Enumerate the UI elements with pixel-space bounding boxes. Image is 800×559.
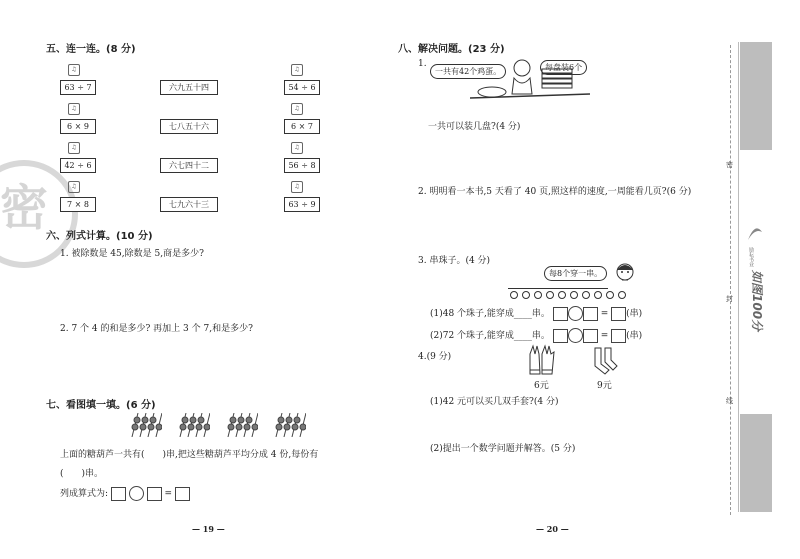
speech-bubble: 每盘装6个 <box>540 60 587 75</box>
speech-bubble: 每8个穿一串。 <box>544 266 607 281</box>
answer-box[interactable] <box>553 307 568 321</box>
card-left-2[interactable]: 6 × 9 <box>60 119 96 134</box>
bell-icon: ♫ <box>291 64 303 76</box>
bead-row <box>508 284 628 303</box>
candied-haws-icon <box>272 413 306 437</box>
answer-box[interactable] <box>175 487 190 501</box>
page-number-right: — 20 — <box>536 524 569 534</box>
seal-char: 封 <box>726 295 733 303</box>
gloves-icon <box>527 344 557 376</box>
bead-icon <box>522 291 530 299</box>
answer-box[interactable] <box>147 487 162 501</box>
candied-haws-icon <box>176 413 210 437</box>
unit-label: (串) <box>626 331 643 341</box>
bead-icon <box>570 291 578 299</box>
q3-part-a <box>430 306 642 321</box>
speech-bubble: 一共有42个鸡蛋。 <box>430 64 506 79</box>
bead-icon <box>618 291 626 299</box>
candied-haws-icon <box>128 413 162 437</box>
formula-label: 列成算式为: <box>60 489 109 499</box>
card-mid-3[interactable]: 六七四十二 <box>160 158 218 173</box>
answer-box[interactable] <box>611 307 626 321</box>
seal-line <box>730 45 731 515</box>
sidebar-gray-top <box>740 42 772 150</box>
price-socks: 9元 <box>597 381 612 391</box>
s6-question-1: 1. 被除数是 45,除数是 5,商是多少? <box>60 249 204 259</box>
bead-icon <box>546 291 554 299</box>
bell-icon: ♫ <box>291 142 303 154</box>
card-right-1[interactable]: 54 ÷ 6 <box>284 80 320 95</box>
card-right-2[interactable]: 6 × 7 <box>284 119 320 134</box>
answer-box[interactable] <box>611 329 626 343</box>
bell-icon: ♫ <box>68 64 80 76</box>
candied-haws-icon <box>224 413 258 437</box>
sidebar-gray-bottom <box>740 414 772 512</box>
q2-text: 2. 明明看一本书,5 天看了 40 页,照这样的速度,一周能看几页?(6 分) <box>418 187 692 197</box>
price-gloves: 6元 <box>534 381 549 391</box>
q1-number: 1. <box>418 59 427 69</box>
s7-formula-row <box>60 486 190 501</box>
bead-icon <box>582 291 590 299</box>
operator-circle[interactable] <box>568 306 583 321</box>
bell-icon: ♫ <box>291 103 303 115</box>
operator-circle[interactable] <box>568 328 583 343</box>
section6-title: 六、列式计算。(10 分) <box>46 231 153 242</box>
egg-packing-illustration <box>470 58 590 104</box>
bead-icon <box>594 291 602 299</box>
q3-part-b <box>430 328 642 343</box>
q4-part-b: (2)提出一个数学问题并解答。(5 分) <box>430 444 576 454</box>
equals-sign: = <box>164 489 173 499</box>
answer-box[interactable] <box>583 329 598 343</box>
bead-icon <box>534 291 542 299</box>
s6-question-2: 2. 7 个 4 的和是多少? 再加上 3 个 7,和是多少? <box>60 324 253 334</box>
section7-title: 七、看图填一填。(6 分) <box>46 400 156 411</box>
q4-part-a: (1)42 元可以买几双手套?(4 分) <box>430 397 559 407</box>
q3-title: 3. 串珠子。(4 分) <box>418 256 491 266</box>
card-mid-4[interactable]: 七九六十三 <box>160 197 218 212</box>
bead-icon <box>606 291 614 299</box>
s7-line-2: ( )串。 <box>60 469 104 479</box>
q3a-text: (1)48 个珠子,能穿成____串。 <box>430 309 550 319</box>
answer-box[interactable] <box>111 487 126 501</box>
section5-title: 五、连一连。(8 分) <box>46 44 136 55</box>
brand-name: 如图100分 <box>750 270 764 332</box>
seal-char: 线 <box>726 397 733 405</box>
q1-ask: 一共可以装几盘?(4 分) <box>428 122 521 132</box>
answer-box[interactable] <box>553 329 568 343</box>
answer-box[interactable] <box>583 307 598 321</box>
girl-icon <box>612 260 638 286</box>
seal-char: 密 <box>726 161 733 169</box>
card-left-4[interactable]: 7 × 8 <box>60 197 96 212</box>
card-right-3[interactable]: 56 ÷ 8 <box>284 158 320 173</box>
q4-title: 4.(9 分) <box>418 352 452 362</box>
page-number-left: — 19 — <box>192 524 225 534</box>
unit-label: (串) <box>626 309 643 319</box>
bead-icon <box>558 291 566 299</box>
equals-sign: = <box>600 309 609 319</box>
socks-icon <box>591 346 619 376</box>
brand-logo-text: 励耘书业 <box>748 247 754 267</box>
bell-icon: ♫ <box>68 103 80 115</box>
section8-title: 八、解决问题。(23 分) <box>398 44 505 55</box>
bell-icon: ♫ <box>68 181 80 193</box>
bell-icon: ♫ <box>68 142 80 154</box>
s7-line-1: 上面的糖葫芦一共有( )串,把这些糖葫芦平均分成 4 份,每份有 <box>60 450 319 460</box>
card-right-4[interactable]: 63 ÷ 9 <box>284 197 320 212</box>
bead-icon <box>510 291 518 299</box>
card-left-1[interactable]: 63 ÷ 7 <box>60 80 96 95</box>
watermark-stamp: 密 <box>0 160 78 268</box>
card-mid-2[interactable]: 七八五十六 <box>160 119 218 134</box>
q3b-text: (2)72 个珠子,能穿成____串。 <box>430 331 550 341</box>
brand-logo-icon <box>746 222 764 244</box>
card-left-3[interactable]: 42 ÷ 6 <box>60 158 96 173</box>
operator-circle[interactable] <box>129 486 144 501</box>
bell-icon: ♫ <box>291 181 303 193</box>
card-mid-1[interactable]: 六九五十四 <box>160 80 218 95</box>
equals-sign: = <box>600 331 609 341</box>
